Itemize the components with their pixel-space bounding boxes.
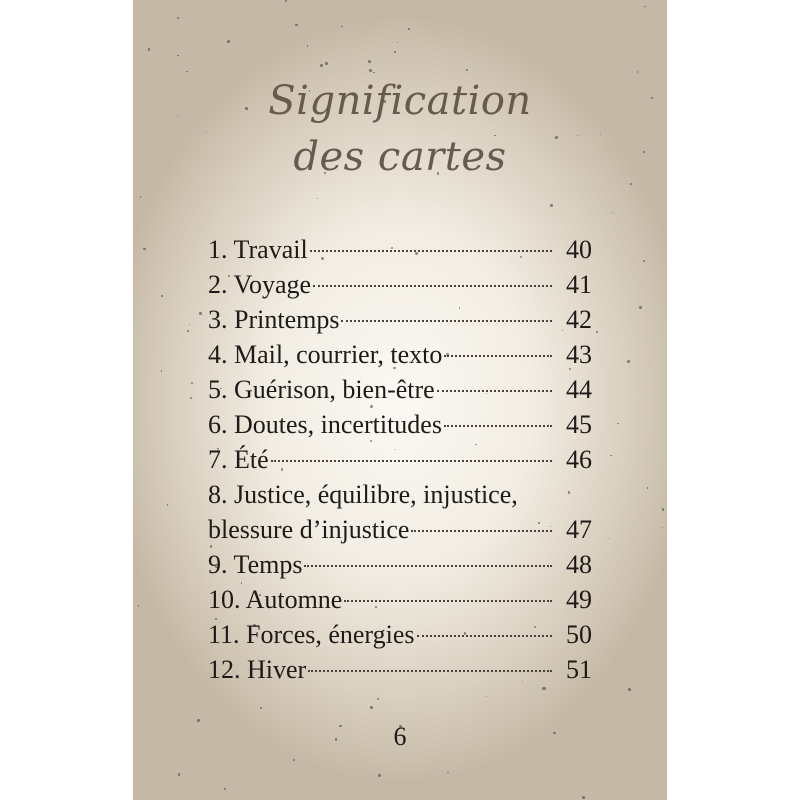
dot-leader [304, 565, 552, 567]
paper-speck [628, 688, 631, 691]
paper-speck [285, 0, 287, 2]
paper-speck [630, 183, 632, 185]
toc-entry-label: blessure d’injustice [208, 515, 410, 544]
paper-speck [325, 62, 328, 65]
paper-speck [161, 295, 163, 297]
toc-entry-page: 48 [566, 550, 592, 579]
toc-entry [208, 372, 592, 407]
dot-leader [313, 285, 552, 287]
toc-entry-label-line-1: 8. Justice, équilibre, injustice, [208, 480, 518, 509]
paper-speck [227, 40, 230, 43]
paper-speck [644, 6, 646, 8]
paper-speck [378, 774, 381, 777]
paper-speck [138, 605, 140, 607]
paper-speck [582, 796, 585, 799]
paper-speck [466, 69, 468, 71]
paper-speck [596, 331, 598, 333]
book-page [133, 0, 667, 800]
toc-entry-page: 41 [566, 270, 592, 299]
paper-speck [177, 17, 179, 19]
paper-speck [148, 48, 151, 51]
toc-entry-label: 2. Voyage [208, 270, 312, 299]
dot-leader [411, 530, 552, 532]
toc-entry-page: 50 [566, 620, 592, 649]
toc-entry-label: 12. Hiver [208, 655, 307, 684]
toc-entry-page: 45 [566, 410, 592, 439]
paper-speck [662, 508, 665, 511]
toc-entry-label: 1. Travail [208, 235, 308, 264]
paper-speck [293, 759, 295, 761]
page-number: 6 [393, 722, 407, 751]
paper-speck [186, 71, 188, 73]
paper-speck [550, 204, 552, 206]
paper-speck [643, 260, 645, 262]
paper-speck [199, 312, 202, 315]
toc-entry-page: 46 [566, 445, 592, 474]
paper-speck [377, 698, 379, 700]
paper-speck [394, 51, 396, 53]
paper-speck [373, 72, 374, 73]
toc-entry-label: 5. Guérison, bien-être [208, 375, 435, 404]
paper-speck [617, 423, 619, 425]
paper-speck [370, 706, 373, 709]
paper-speck [639, 306, 642, 309]
dot-leader [341, 320, 552, 322]
paper-speck [177, 55, 178, 56]
toc-entry-page: 51 [566, 655, 592, 684]
dot-leader [417, 635, 552, 637]
paper-speck [408, 28, 410, 30]
toc-entry [208, 652, 592, 687]
paper-speck [190, 397, 192, 399]
dot-leader [444, 425, 552, 427]
dot-leader [437, 390, 552, 392]
paper-speck [178, 773, 181, 776]
toc-entry [208, 407, 592, 442]
paper-speck [295, 24, 297, 26]
paper-speck [140, 196, 141, 197]
paper-speck [189, 324, 190, 325]
toc-entry [208, 477, 592, 547]
paper-speck [368, 60, 371, 63]
paper-speck [612, 212, 613, 213]
toc-entry-page: 40 [566, 235, 592, 264]
toc-entry [208, 617, 592, 652]
paper-speck [610, 455, 611, 456]
toc-entry [208, 582, 592, 617]
toc-entry-label: 11. Forces, énergies [208, 620, 415, 649]
paper-speck [486, 696, 488, 698]
paper-speck [320, 64, 323, 67]
page-title-line-1: Signification [268, 78, 532, 124]
dot-leader [271, 460, 552, 462]
toc-entry-page: 49 [566, 585, 592, 614]
paper-speck [317, 198, 318, 199]
toc-entry [208, 232, 592, 267]
toc-entry [208, 337, 592, 372]
dot-leader [444, 355, 552, 357]
paper-speck [260, 707, 262, 709]
paper-speck [447, 772, 449, 774]
paper-speck [206, 132, 207, 133]
toc-entry-label: 6. Doutes, incertitudes [208, 410, 442, 439]
toc-entry [208, 302, 592, 337]
paper-speck [187, 330, 189, 332]
paper-speck [143, 248, 145, 250]
paper-speck [307, 45, 309, 47]
paper-speck [662, 527, 663, 528]
toc-entry-page: 42 [566, 305, 592, 334]
toc-entry [208, 442, 592, 477]
paper-speck [542, 687, 545, 690]
toc-entry-label: 3. Printemps [208, 305, 340, 334]
toc-entry [208, 267, 592, 302]
toc-entry-label: 10. Automne [208, 585, 343, 614]
paper-speck [161, 370, 162, 371]
dot-leader [308, 670, 552, 672]
toc-entry-page: 44 [566, 375, 592, 404]
dot-leader [344, 600, 552, 602]
paper-speck [224, 788, 226, 790]
paper-speck [191, 382, 193, 384]
paper-speck [647, 487, 649, 489]
toc-entry-label: 4. Mail, courrier, texto [208, 340, 443, 369]
toc-entry-page: 47 [566, 515, 592, 544]
paper-speck [369, 69, 372, 72]
dot-leader [310, 250, 552, 252]
paper-speck [609, 538, 611, 540]
paper-speck [167, 504, 169, 506]
paper-speck [397, 42, 399, 44]
paper-speck [341, 26, 342, 27]
toc-entry [208, 547, 592, 582]
table-of-contents [208, 232, 592, 687]
paper-speck [627, 360, 630, 363]
paper-speck [637, 71, 639, 73]
toc-entry-label: 9. Temps [208, 550, 303, 579]
toc-entry-page: 43 [566, 340, 592, 369]
toc-entry-label: 7. Été [208, 445, 269, 474]
page-title-line-2: des cartes [293, 134, 507, 180]
